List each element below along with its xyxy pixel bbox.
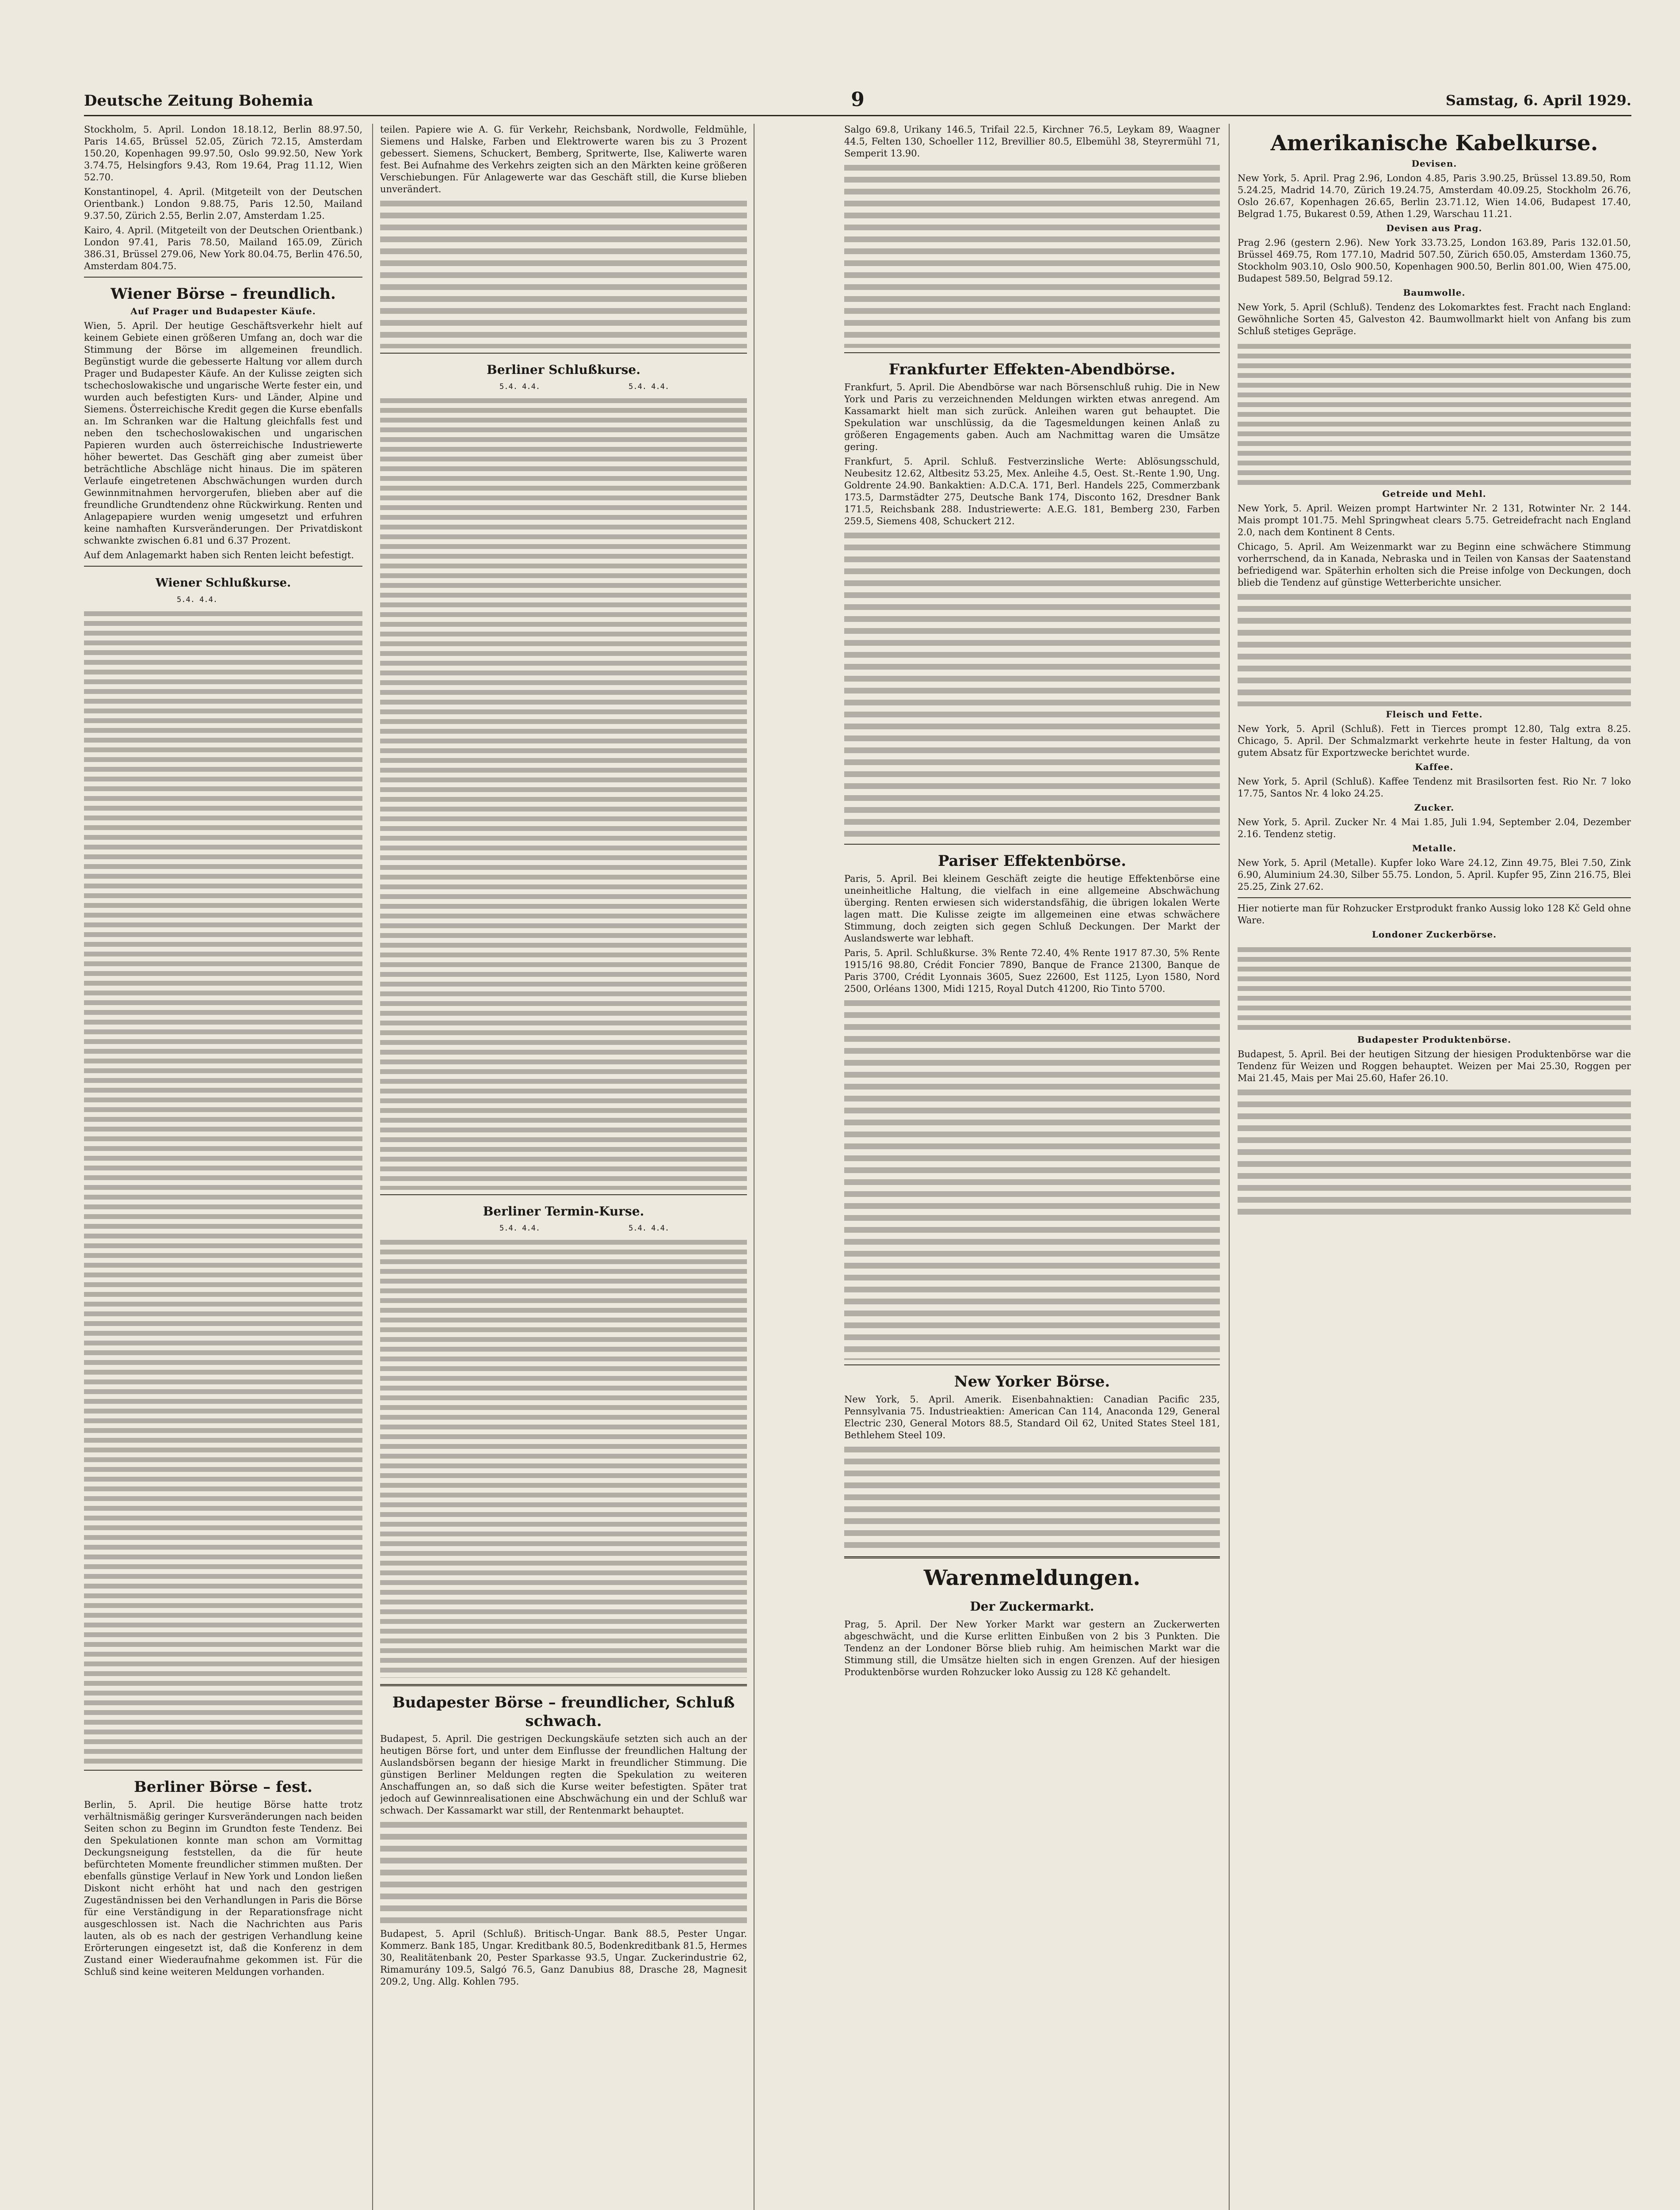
divider xyxy=(84,566,362,567)
section-subheading: Metalle. xyxy=(1412,843,1456,854)
section-heading: Pariser Effektenbörse. xyxy=(937,852,1127,870)
table-header-text: 5.4. 4.4. xyxy=(629,1224,670,1233)
article-text: Kairo, 4. April. (Mitgeteilt von der Deutschen Orientbank.) London 97.41, Paris 78.50, Mailand 165.09, Zürich 386.31, Brüssel 279.06, New York 80.04.75, Berlin 476.50, Amsterdam 804.75. xyxy=(84,225,362,271)
article-text: Prag 2.96 (gestern 2.96). New York 33.73.25, London 163.89, Paris 132.01.50, Brüssel 469.75, Rom 177.10, Madrid 507.50, Zürich 650.05, Amsterdam 1360.75, Stockholm 903.10, Oslo 900.50, Kopenhagen 900.50, Berlin 801.00, Wien 475.00, Budapest 589.50, Belgrad 59.12. xyxy=(1238,237,1631,284)
article-text: Budapest, 5. April (Schluß). Britisch-Ungar. Bank 88.5, Pester Ungar. Kommerz. Bank 185, Ungar. Kreditbank 80.5, Bodenkreditbank 81.5, Hermes 30, Realitätenbank 20, Pester Sparkasse 93.5, Ungar. Zuckerindustrie 62, Rimamurány 109.5, Salgó 76.5, Ganz Danubius 88, Drasche 28, Magnesit 209.2, Ung. Allg. Kohlen 795. xyxy=(380,1928,747,1987)
article-text: Paris, 5. April. Bei kleinem Geschäft zeigte die heutige Effektenbörse eine uneinheitliche Haltung, die vielfach in eine allgemeine Abschwächung überging. Renten erwiesen sich widerstandsfähig, die übrigen lokalen Werte lagen matt. Die Kulisse zeigte im allgemeinen eine etwas schwächere Stimmung, doch zeigten sich gegen Schluß Deckungen. Der Markt der Auslandswerte war lebhaft. xyxy=(844,873,1220,944)
article-text-block xyxy=(844,162,1220,348)
section-subheading: Kaffee. xyxy=(1415,762,1454,772)
table-header-text: 5.4. 4.4. xyxy=(499,1224,541,1233)
article-text: Prag, 5. April. Der New Yorker Markt war gestern an Zuckerwerten abgeschwächt, und die Kurse erlitten Einbußen von 2 bis 3 Punkten. Die Tendenz an der Londoner Börse blieb ruhig. Am heimischen Markt war die Stimmung still, die Umsätze hielten sich in engen Grenzen. Auf der hiesigen Produktenbörse wurden Rohzucker loko Aussig zu 128 Kč gehandelt. xyxy=(844,1619,1220,1677)
section-heading: New Yorker Börse. xyxy=(954,1373,1110,1391)
table-column-header xyxy=(84,595,362,605)
article-text: New York, 5. April (Schluß). Kaffee Tendenz mit Brasilsorten fest. Rio Nr. 7 loko 17.75, Santos Nr. 4 loko 24.25. xyxy=(1238,776,1631,799)
page-number: 9 xyxy=(851,88,865,111)
column-1 xyxy=(84,124,362,2210)
section-subheading: Zucker. xyxy=(1414,802,1455,813)
article-text: Konstantinopel, 4. April. (Mitgeteilt von der Deutschen Orientbank.) London 9.88.75, Paris 12.50, Mailand 9.37.50, Zürich 2.55, Berlin 2.07, Amsterdam 1.25. xyxy=(84,187,362,221)
divider xyxy=(844,844,1220,845)
divider xyxy=(84,1770,362,1771)
article-text: New York, 5. April. Prag 2.96, London 4.85, Paris 3.90.25, Brüssel 13.89.50, Rom 5.24.25, Madrid 14.70, Zürich 19.24.75, Amsterdam 40.09.25, Stockholm 26.76, Oslo 26.67, Kopenhagen 26.65, Berlin 23.71.12, Wien 14.06, Budapest 17.40, Belgrad 1.75, Bukarest 0.59, Athen 1.29, Warschau 11.21. xyxy=(1238,173,1631,219)
column-2 xyxy=(380,124,747,2210)
section-heading: Warenmeldungen. xyxy=(923,1566,1141,1590)
article-text-block xyxy=(844,998,1220,1360)
article-text: New York, 5. April. Zucker Nr. 4 Mai 1.85, Juli 1.94, September 2.04, Dezember 2.16. Tendenz stetig. xyxy=(1238,817,1631,839)
article-text: Berlin, 5. April. Die heutige Börse hatte trotz verhältnismäßig geringer Kursveränderungen nach beiden Seiten schon zu Beginn im Grundton feste Tendenz. Bei den Spekulationen konnte man schon am Vormittag Deckungsneigung feststellen, da die für heute befürchteten Momente freundlicher stimmen mußten. Der ebenfalls günstige Verlauf in New York und London ließen Diskont nicht erhöht hat und nach den gestrigen Zugeständnissen bei den Verhandlungen in Paris die Börse für eine Verständigung in der Reparationsfrage nicht ausgeschlossen ist. Nach die Nachrichten aus Paris lauten, als ob es nach der gestrigen Verhandlung keine Erörterungen eingesetzt ist, daß die Konferenz in dem Zustand einer Wiederaufnahme gekommen ist. Für die Schluß sind keine weiteren Meldungen vorhanden. xyxy=(84,1799,362,1977)
divider xyxy=(380,1684,747,1686)
table-heading: Wiener Schlußkurse. xyxy=(155,576,291,590)
section-heading: Amerikanische Kabelkurse. xyxy=(1270,131,1598,156)
article-text-block xyxy=(844,530,1220,839)
section-subheading: Londoner Zuckerbörse. xyxy=(1371,929,1497,940)
stock-quote-table xyxy=(380,1236,747,1678)
section-subheading: Devisen aus Prag. xyxy=(1386,223,1482,233)
article-text: New York, 5. April (Metalle). Kupfer loko Ware 24.12, Zinn 49.75, Blei 7.50, Zink 6.90, Aluminium 24.30, Silber 55.75. London, 5. April. Kupfer 95, Zinn 216.75, Blei 25.25, Zink 27.62. xyxy=(1238,857,1631,892)
article-text: Frankfurt, 5. April. Schluß. Festverzinsliche Werte: Ablösungsschuld, Neubesitz 12.62, Altbesitz 53.25, Mex. Anleihe 4.5, Oest. St.-Rente 1.90, Ung. Goldrente 24.90. Bankaktien: A.D.C.A. 171, Berl. Handels 225, Commerzbank 173.5, Darmstädter 275, Deutsche Bank 174, Disconto 162, Dresdner Bank 171.5, Reichsbank 288. Industriewerte: A.E.G. 181, Bemberg 230, Farben 259.5, Siemens 408, Schuckert 212. xyxy=(844,456,1220,526)
commodity-quote-table xyxy=(1238,340,1631,486)
table-header-text: 5.4. 4.4. xyxy=(177,595,218,604)
divider xyxy=(844,1556,1220,1558)
divider xyxy=(1238,897,1631,898)
page-header xyxy=(84,88,1631,116)
divider xyxy=(380,353,747,354)
article-text: Paris, 5. April. Schlußkurse. 3% Rente 72.40, 4% Rente 1917 87.30, 5% Rente 1915/16 98.80, Crédit Foncier 7890, Banque de France 21300, Banque de Paris 3700, Crédit Lyonnais 3605, Suez 22600, Est 1125, Lyon 1580, Nord 2500, Orléans 1300, Midi 1215, Royal Dutch 41200, Rio Tinto 5700. xyxy=(844,948,1220,994)
table-header-text: 5.4. 4.4. xyxy=(629,382,670,391)
section-subheading: Budapester Produktenbörse. xyxy=(1357,1034,1512,1045)
section-subheading: Devisen. xyxy=(1411,158,1457,169)
column-rule xyxy=(1229,124,1230,2210)
article-text: New York, 5. April. Weizen prompt Hartwinter Nr. 2 131, Rotwinter Nr. 2 144. Mais prompt 101.75. Mehl Springwheat clears 5.75. Getreidefracht nach England 2.0, nach dem Kontinent 8 Cents. xyxy=(1238,503,1631,537)
stock-quote-table xyxy=(84,607,362,1765)
article-text-block xyxy=(1238,1087,1631,1219)
article-text-block xyxy=(380,1819,747,1925)
section-subheading: Auf Prager und Budapester Käufe. xyxy=(130,306,316,316)
article-text: New York, 5. April (Schluß). Tendenz des Lokomarktes fest. Fracht nach England: Gewöhnliche Sorten 45, Galveston 42. Baumwollmarkt hielt von Anfang bis zum Schluß stetiges Gepräge. xyxy=(1238,302,1631,336)
article-text: teilen. Papiere wie A. G. für Verkehr, Reichsbank, Nordwolle, Feldmühle, Siemens und Halske, Farben und Elektrowerte waren bis zu 3 Prozent gebessert. Siemens, Schuckert, Bemberg, Spritwerte, Ilse, Kaliwerte waren fest. Bei Aufnahme des Verkehrs zeigten sich an den Märkten keine größeren Verschiebungen. Für Anlagewerte war das Geschäft still, die Kurse blieben unverändert. xyxy=(380,124,747,194)
article-text: New York, 5. April (Schluß). Fett in Tierces prompt 12.80, Talg extra 8.25. Chicago, 5. April. Der Schmalzmarkt verkehrte heute in fester Haltung, da von gutem Absatz für Exportzwecke berichtet wurde. xyxy=(1238,724,1631,758)
article-text: Budapest, 5. April. Bei der heutigen Sitzung der hiesigen Produktenbörse war die Tendenz für Weizen und Roggen behauptet. Weizen per Mai 25.30, Roggen per Mai 21.45, Mais per Mai 25.60, Hafer 26.10. xyxy=(1238,1049,1631,1083)
article-text: Chicago, 5. April. Am Weizenmarkt war zu Beginn eine schwächere Stimmung vorherrschend, da in Kanada, Nebraska und in Teilen von Kansas der Saatenstand befriedigend war. Späterhin erholten sich die Preise infolge von Deckungen, doch blieb die Tendenz auf günstige Wetterberichte unsicher. xyxy=(1238,541,1631,588)
article-text: Salgo 69.8, Urikany 146.5, Trifail 22.5, Kirchner 76.5, Leykam 89, Waagner 44.5, Felten 130, Schoeller 112, Brevillier 80.5, Elbemühl 38, Steyrermühl 71, Semperit 13.90. xyxy=(844,124,1220,159)
table-heading: Berliner Termin-Kurse. xyxy=(483,1204,644,1219)
section-subheading: Baumwolle. xyxy=(1403,287,1466,298)
article-text: Stockholm, 5. April. London 18.18.12, Berlin 88.97.50, Paris 14.65, Brüssel 52.05, Zürich 72.15, Amsterdam 150.20, Kopenhagen 99.97.50, Oslo 99.92.50, New York 3.74.75, Helsingfors 9.43, Rom 19.64, Prag 11.12, Wien 52.70. xyxy=(84,124,362,183)
section-heading: Wiener Börse – freundlich. xyxy=(110,285,336,303)
article-text: Budapest, 5. April. Die gestrigen Deckungskäufe setzten sich auch an der heutigen Börse fort, und unter dem Einflusse der freundlichen Haltung der Auslandsbörsen begann der hiesige Markt in freundlicher Stimmung. Die günstigen Berliner Meldungen regten die Spekulation zu weiteren Anschaffungen an, so daß sich die Kurse weiter befestigten. Später trat jedoch auf Gewinnrealisationen eine Abschwächung ein und der Schluß war schwach. Der Kassamarkt war still, der Rentenmarkt behauptet. xyxy=(380,1734,747,1816)
table-heading: Berliner Schlußkurse. xyxy=(487,362,640,377)
section-heading: Berliner Börse – fest. xyxy=(134,1778,312,1796)
table-column-header xyxy=(380,1223,747,1233)
section-heading: Frankfurter Effekten-Abendbörse. xyxy=(888,361,1176,378)
article-text-block xyxy=(844,1444,1220,1550)
section-subheading: Fleisch und Fette. xyxy=(1386,709,1483,720)
divider xyxy=(84,277,362,278)
article-text: Wien, 5. April. Der heutige Geschäftsverkehr hielt auf keinem Gebiete einen größeren Umfang an, doch war die Stimmung der Börse im allgemeinen freundlich. Begünstigt wurde die gebesserte Haltung vor allem durch Prager und Budapester Käufe. An der Kulisse zeigten sich tschechoslowakische und ungarische Werte fester ein, und wurden auch befestigten Kurs- und Länder, Alpine und Siemens. Österreichische Kredit gegen die Kurse ebenfalls an. Im Schranken war die Haltung gleichfalls fest und neben den tschechoslowakischen und ungarischen Papieren wurden auch österreichische Industriewerte höher bewertet. Das Geschäft ging aber zumeist über beträchtliche Abschläge nicht hinaus. Die im späteren Verlaufe eingetretenen Abschwächungen wurden durch Gewinnmitnahmen hervorgerufen, blieben aber auf die freundliche Grundtendenz ohne Rückwirkung. Renten und Anlagepapiere wurden wenig umgesetzt und erfuhren keine namhaften Kursveränderungen. Der Privatdiskont schwankte zwischen 6.81 und 6.37 Prozent. xyxy=(84,320,362,546)
masthead-name: Deutsche Zeitung Bohemia xyxy=(84,92,313,110)
commodity-quote-table xyxy=(1238,943,1631,1032)
article-text: Hier notierte man für Rohzucker Erstprodukt franko Aussig loko 128 Kč Geld ohne Ware. xyxy=(1238,903,1631,926)
column-4 xyxy=(1238,124,1631,2210)
article-text-block xyxy=(1238,591,1631,706)
article-text: Auf dem Anlagemarkt haben sich Renten leicht befestigt. xyxy=(84,550,354,560)
section-subheading: Der Zuckermarkt. xyxy=(970,1599,1094,1614)
article-text: New York, 5. April. Amerik. Eisenbahnaktien: Canadian Pacific 235, Pennsylvania 75. Industrieaktien: American Can 114, Anaconda 129, General Electric 230, General Motors 88.5, Standard Oil 62, United States Steel 181, Bethlehem Steel 109. xyxy=(844,1394,1220,1440)
table-header-text: 5.4. 4.4. xyxy=(499,382,541,391)
section-subheading: Getreide und Mehl. xyxy=(1382,488,1486,499)
divider xyxy=(844,352,1220,353)
table-column-header xyxy=(380,382,747,392)
stock-quote-table xyxy=(380,394,747,1190)
column-3 xyxy=(844,124,1220,2210)
column-rule xyxy=(372,124,373,2210)
article-text: Frankfurt, 5. April. Die Abendbörse war nach Börsenschluß ruhig. Die in New York und Paris zu verzeichnenden Meldungen wirkten etwas anregend. Am Kassamarkt hielt man sich zurück. Anleihen waren gut behauptet. Die Spekulation war unschlüssig, da die Tagesmeldungen keinen Anlaß zu größeren Engagements gaben. Auch am Nachmittag waren die Umsätze gering. xyxy=(844,382,1220,452)
issue-date: Samstag, 6. April 1929. xyxy=(1445,92,1631,109)
divider xyxy=(380,1194,747,1195)
section-heading: Budapester Börse – freundlicher, Schluß schwach. xyxy=(392,1694,735,1730)
divider xyxy=(844,1364,1220,1365)
article-text-block xyxy=(380,198,747,348)
